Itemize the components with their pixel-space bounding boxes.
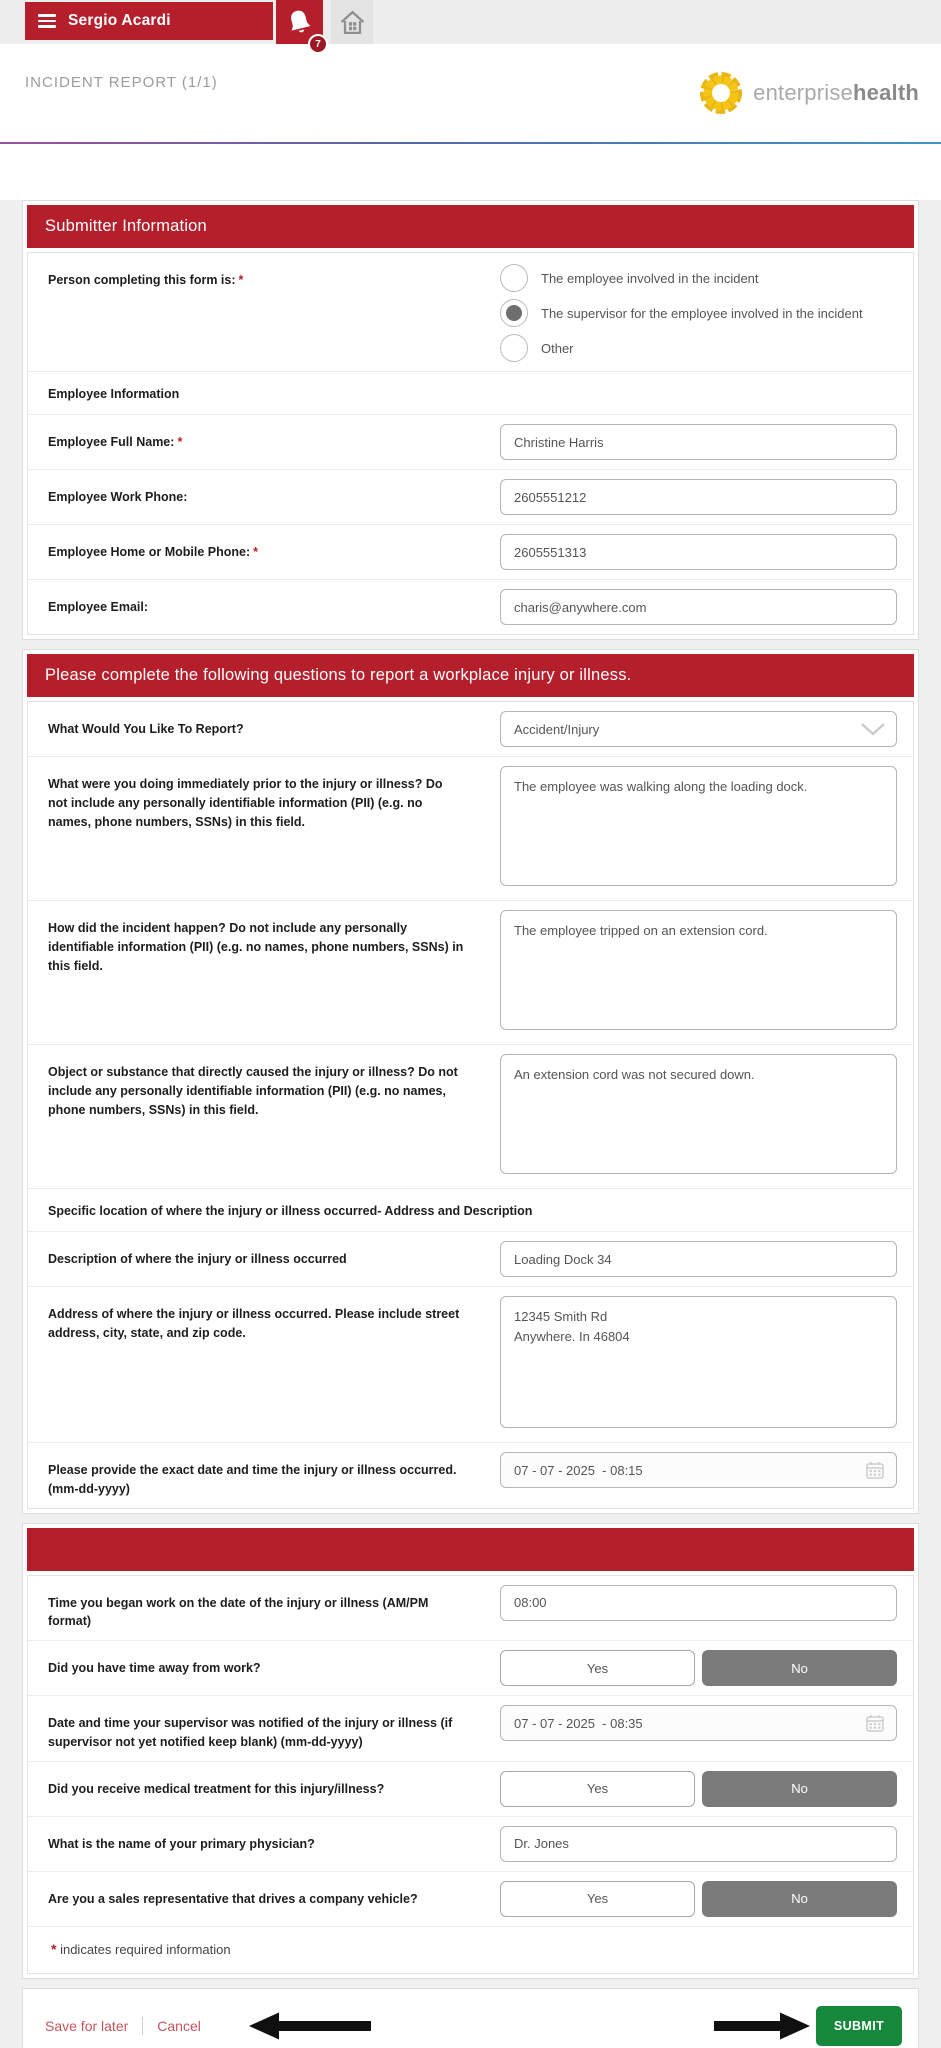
prior-activity-label: What were you doing immediately prior to the injury or illness? Do not include any personally identifiable information (PII) (e.g. no names, phone numbers, SSNs) in this field.	[48, 777, 443, 829]
report-type-select[interactable]	[500, 711, 897, 747]
enterprise-health-logo	[697, 69, 919, 117]
person-completing-label: Person completing this form is:	[48, 273, 236, 287]
annotation-arrow-right	[714, 2011, 810, 2041]
sales-rep-label: Are you a sales representative that drives a company vehicle?	[48, 1891, 418, 1906]
time-began-input[interactable]	[500, 1585, 897, 1621]
required-asterisk: *	[177, 435, 183, 449]
report-type-row	[28, 702, 913, 757]
time-began-label: Time you began work on the date of the injury or illness (AM/PM format)	[48, 1595, 429, 1629]
home-button[interactable]	[331, 0, 373, 44]
how-happened-label: How did the incident happen? Do not include any personally identifiable information (PII) (e.g. no names, phone numbers, SSNs) in this field.	[48, 921, 464, 973]
hamburger-menu-icon	[38, 14, 56, 28]
location-address-row	[28, 1287, 913, 1443]
notification-badge: 7	[308, 34, 328, 54]
details-section-header	[27, 1528, 914, 1571]
employee-name-row	[28, 415, 913, 470]
submit-button[interactable]: SUBMIT	[816, 2006, 902, 2046]
medical-treatment-label: Did you receive medical treatment for this injury/illness?	[48, 1781, 385, 1796]
form-footer	[22, 1988, 919, 2048]
top-bar	[0, 0, 941, 50]
report-type-value: Accident/Injury	[514, 721, 600, 737]
medical-treatment-no-button[interactable]: No	[702, 1771, 897, 1807]
submitter-panel	[27, 252, 914, 635]
supervisor-notified-value: 07 - 07 - 2025 - 08:35	[514, 1715, 643, 1731]
radio-employee-involved[interactable]: The employee involved in the incident	[500, 264, 897, 292]
object-substance-label: Object or substance that directly caused the injury or illness? Do not include any personally identifiable information (PII) (e.g. no names, phone numbers, SSNs) in this field.	[48, 1065, 458, 1117]
save-for-later-link[interactable]: Save for later	[45, 2017, 129, 2034]
radio-other[interactable]: Other	[500, 334, 897, 362]
supervisor-notified-row	[28, 1696, 913, 1762]
employee-information-heading-row	[28, 372, 913, 415]
link-divider	[142, 2017, 143, 2035]
required-asterisk: *	[253, 545, 258, 559]
location-heading: Specific location of where the injury or illness occurred- Address and Description	[48, 1204, 533, 1218]
employee-name-label: Employee Full Name:	[48, 435, 175, 449]
time-away-label: Did you have time away from work?	[48, 1661, 261, 1675]
time-began-row	[28, 1576, 913, 1642]
user-name: Sergio Acardi	[68, 12, 171, 29]
sunflower-logo-icon	[697, 69, 745, 117]
bell-icon	[284, 6, 315, 38]
how-happened-textarea[interactable]	[500, 910, 897, 1030]
medical-treatment-toggle	[500, 1771, 897, 1807]
chevron-down-icon	[860, 722, 886, 736]
required-asterisk: *	[238, 273, 244, 287]
footer-links	[45, 2017, 201, 2035]
annotation-arrow-left	[249, 2011, 371, 2041]
medical-treatment-yes-button[interactable]: Yes	[500, 1771, 695, 1807]
form-background	[0, 200, 941, 2048]
radio-supervisor[interactable]: The supervisor for the employee involved in the incident	[500, 299, 897, 327]
sales-rep-row	[28, 1872, 913, 1927]
object-substance-row	[28, 1045, 913, 1189]
time-away-toggle	[500, 1650, 897, 1686]
time-away-no-button[interactable]: No	[702, 1650, 897, 1686]
submitter-section	[22, 200, 919, 640]
employee-name-input[interactable]	[500, 424, 897, 460]
employee-information-heading: Employee Information	[48, 387, 180, 401]
cancel-link[interactable]: Cancel	[157, 2017, 201, 2034]
employee-work-phone-row	[28, 470, 913, 525]
calendar-icon	[865, 1460, 885, 1480]
questions-section-header: Please complete the following questions to report a workplace injury or illness.	[27, 654, 914, 697]
left-arrow-icon	[249, 2011, 371, 2041]
notifications-button[interactable]	[276, 0, 323, 50]
required-note: indicates required information	[60, 1941, 231, 1957]
required-asterisk: *	[51, 1940, 57, 1957]
incident-datetime-value: 07 - 07 - 2025 - 08:15	[514, 1462, 643, 1478]
medical-treatment-row	[28, 1762, 913, 1817]
object-substance-textarea[interactable]	[500, 1054, 897, 1174]
page-title: INCIDENT REPORT (1/1)	[25, 74, 218, 91]
location-description-label: Description of where the injury or illness occurred	[48, 1252, 347, 1266]
spacer	[0, 144, 941, 200]
page-header	[0, 44, 941, 142]
how-happened-row	[28, 901, 913, 1045]
incident-datetime-input[interactable]	[500, 1452, 897, 1488]
physician-input[interactable]	[500, 1826, 897, 1862]
calendar-icon	[865, 1713, 885, 1733]
employee-mobile-phone-label: Employee Home or Mobile Phone:	[48, 545, 251, 559]
person-completing-radio-group	[500, 262, 897, 362]
time-away-row	[28, 1641, 913, 1696]
details-section	[22, 1523, 919, 1979]
supervisor-notified-label: Date and time your supervisor was notified of the injury or illness (if supervisor not yet notified keep blank) (mm-dd-yyyy)	[48, 1716, 453, 1749]
supervisor-notified-input[interactable]	[500, 1705, 897, 1741]
time-away-yes-button[interactable]: Yes	[500, 1650, 695, 1686]
sales-rep-no-button[interactable]: No	[702, 1881, 897, 1917]
incident-datetime-row	[28, 1443, 913, 1508]
employee-mobile-phone-row	[28, 525, 913, 580]
physician-row	[28, 1817, 913, 1872]
right-arrow-icon	[714, 2011, 810, 2041]
location-address-label: Address of where the injury or illness occurred. Please include street address, city, state, and zip code.	[48, 1307, 460, 1340]
person-completing-row	[28, 253, 913, 372]
employee-work-phone-input[interactable]	[500, 479, 897, 515]
radio-icon	[500, 264, 528, 292]
prior-activity-row	[28, 757, 913, 901]
sales-rep-toggle	[500, 1881, 897, 1917]
physician-label: What is the name of your primary physician?	[48, 1836, 315, 1851]
employee-email-input[interactable]	[500, 589, 897, 625]
questions-section	[22, 649, 919, 1514]
submitter-section-header: Submitter Information	[27, 205, 914, 248]
required-note-row	[28, 1927, 913, 1973]
logo-text: enterprisehealth	[753, 80, 919, 105]
prior-activity-textarea[interactable]	[500, 766, 897, 886]
employee-work-phone-label: Employee Work Phone:	[48, 490, 188, 504]
employee-mobile-phone-input[interactable]	[500, 534, 897, 570]
radio-icon-selected	[500, 299, 528, 327]
home-icon	[339, 9, 366, 36]
employee-email-row	[28, 580, 913, 634]
location-heading-row	[28, 1189, 913, 1232]
location-description-row	[28, 1232, 913, 1287]
report-type-label: What Would You Like To Report?	[48, 722, 244, 736]
sales-rep-yes-button[interactable]: Yes	[500, 1881, 695, 1917]
location-address-textarea[interactable]	[500, 1296, 897, 1428]
location-description-input[interactable]	[500, 1241, 897, 1277]
employee-email-label: Employee Email:	[48, 600, 149, 614]
radio-icon	[500, 334, 528, 362]
details-panel	[27, 1575, 914, 1974]
user-menu-button[interactable]	[25, 2, 273, 40]
incident-datetime-label: Please provide the exact date and time the injury or illness occurred. (mm-dd-yyyy)	[48, 1463, 457, 1496]
questions-panel	[27, 701, 914, 1509]
